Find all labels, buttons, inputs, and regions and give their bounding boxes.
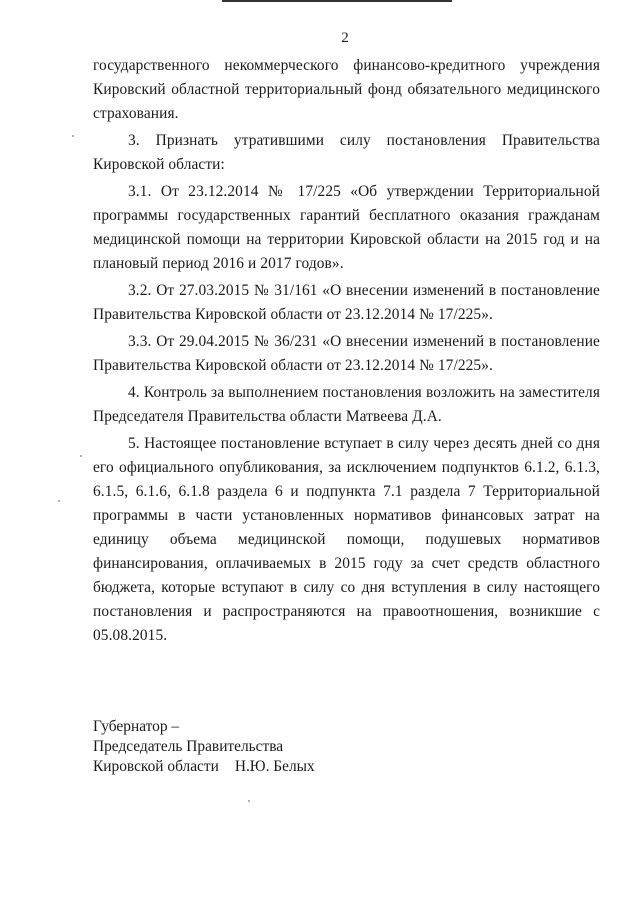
page-number: 2 (341, 30, 349, 46)
scan-speck (248, 800, 250, 802)
signature-title-line-1: Губернатор – (93, 718, 180, 735)
paragraph-item-5: 5. Настоящее постановление вступает в силу через десять дней со дня его официального опубликования, за исключением подпунктов 6.1.2, 6.1.3, 6.1.5, 6.1.6, 6.1.8 раздела 6 и подпункта 7.1 раздела 7 Территориальной программы в части установленных нормативов финансовых затрат на единицу объема медицинской помощи, подушевых нормативов финансирования, оплачиваемых в 2015 году за счет средств областного бюджета, которые вступают в силу со дня вступления в силу настоящего постановления и распространяются на правоотношения, возникшие с 05.08.2015. (93, 435, 600, 644)
paragraph-item-4: 4. Контроль за выполнением постановления возложить на заместителя Председателя Правительства области Матвеева Д.А. (93, 384, 600, 425)
paragraph-item-3-1: 3.1. От 23.12.2014 № 17/225 «Об утверждении Территориальной программы государственных гарантий бесплатного оказания гражданам медицинской помощи на территории Кировской области на 2015 год и на плановый период 2016 и 2017 годов». (93, 183, 600, 272)
scan-speck (58, 500, 60, 502)
signatory-name: Н.Ю. Белых (234, 758, 315, 775)
signature-title-line-3 (93, 757, 315, 777)
top-rule (222, 0, 452, 2)
scan-speck (72, 135, 74, 137)
scan-speck (80, 455, 82, 457)
paragraph-item-3-2: 3.2. От 27.03.2015 № 31/161 «О внесении изменений в постановление Правительства Кировской области от 23.12.2014 № 17/225». (93, 282, 600, 323)
signature-title-line-2: Председатель Правительства (93, 738, 284, 755)
signature-region: Кировской области (93, 758, 219, 775)
signature-block (93, 717, 315, 777)
document-body (93, 54, 600, 648)
paragraph-continuation: государственного некоммерческого финансово-кредитного учреждения Кировский областной территориальный фонд обязательного медицинского страхования. (93, 57, 600, 122)
paragraph-item-3: 3. Признать утратившими силу постановления Правительства Кировской области: (93, 132, 600, 173)
paragraph-item-3-3: 3.3. От 29.04.2015 № 36/231 «О внесении изменений в постановление Правительства Кировской области от 23.12.2014 № 17/225». (93, 333, 600, 374)
